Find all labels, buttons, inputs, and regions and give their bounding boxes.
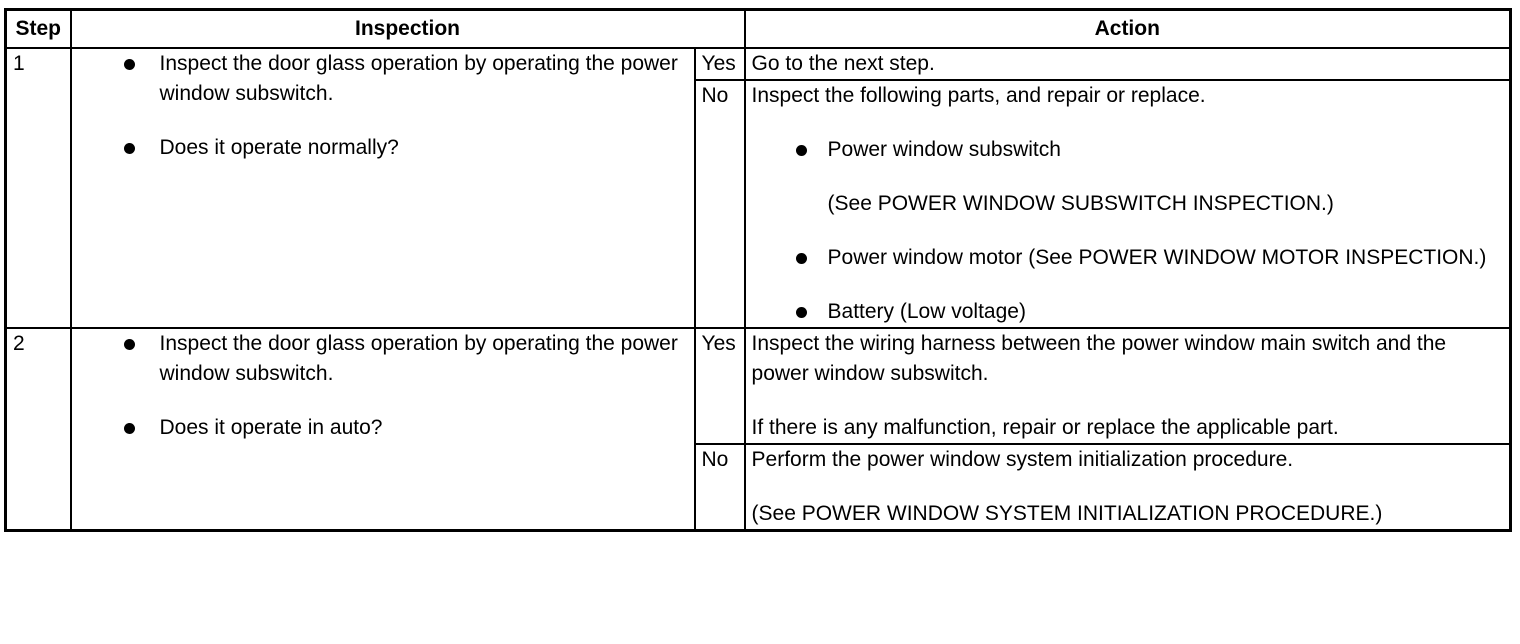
yes-label: Yes bbox=[695, 48, 745, 80]
yes-action-cell bbox=[745, 328, 1511, 444]
yes-action-cell bbox=[745, 48, 1511, 80]
list-item bbox=[828, 135, 1504, 219]
header-row bbox=[6, 10, 1511, 48]
no-label: No bbox=[695, 80, 745, 328]
no-label: No bbox=[695, 444, 745, 531]
inspection-question: Does it operate normally? bbox=[159, 135, 399, 159]
inspection-cell bbox=[71, 48, 695, 328]
list-item bbox=[150, 49, 688, 109]
diagnostic-table bbox=[4, 8, 1512, 532]
no-action-text: Perform the power window system initialization procedure. bbox=[751, 447, 1294, 471]
list-item bbox=[150, 133, 688, 163]
table-row bbox=[6, 328, 1511, 444]
step-number: 2 bbox=[6, 328, 71, 531]
inspection-cell bbox=[71, 328, 695, 531]
header-inspection: Inspection bbox=[71, 10, 745, 48]
diagnostic-table-wrapper bbox=[4, 8, 1512, 532]
header-action: Action bbox=[745, 10, 1511, 48]
yes-action-text: Go to the next step. bbox=[751, 51, 935, 75]
part-name: Power window motor (See POWER WINDOW MOTOR INSPECTION.) bbox=[827, 245, 1487, 269]
list-item bbox=[828, 243, 1504, 273]
no-action-reference: (See POWER WINDOW SYSTEM INITIALIZATION PROCEDURE.) bbox=[751, 501, 1383, 525]
yes-label: Yes bbox=[695, 328, 745, 444]
inspection-text: Inspect the door glass operation by operating the power window subswitch. bbox=[159, 51, 678, 105]
part-name: Battery (Low voltage) bbox=[827, 299, 1026, 323]
bullet-icon bbox=[124, 143, 135, 154]
bullet-icon bbox=[124, 339, 135, 350]
inspection-list bbox=[78, 49, 688, 163]
yes-action-text: Inspect the wiring harness between the power window main switch and the power window subswitch. bbox=[751, 331, 1447, 385]
table-row bbox=[6, 48, 1511, 80]
inspection-text: Inspect the door glass operation by operating the power window subswitch. bbox=[159, 331, 678, 385]
list-item bbox=[150, 329, 688, 389]
list-item bbox=[828, 297, 1504, 327]
inspection-question: Does it operate in auto? bbox=[159, 415, 383, 439]
no-action-intro: Inspect the following parts, and repair or replace. bbox=[751, 83, 1206, 107]
no-action-cell bbox=[745, 444, 1511, 531]
bullet-icon bbox=[124, 59, 135, 70]
no-action-cell bbox=[745, 80, 1511, 328]
bullet-icon bbox=[124, 423, 135, 434]
parts-list bbox=[752, 135, 1504, 327]
header-step: Step bbox=[6, 10, 71, 48]
bullet-icon bbox=[796, 145, 807, 156]
bullet-icon bbox=[796, 253, 807, 264]
step-number: 1 bbox=[6, 48, 71, 328]
bullet-icon bbox=[796, 307, 807, 318]
inspection-list bbox=[78, 329, 688, 443]
part-name: Power window subswitch bbox=[827, 137, 1061, 161]
yes-action-text: If there is any malfunction, repair or replace the applicable part. bbox=[751, 415, 1339, 439]
part-reference: (See POWER WINDOW SUBSWITCH INSPECTION.) bbox=[827, 191, 1334, 215]
list-item bbox=[150, 413, 688, 443]
